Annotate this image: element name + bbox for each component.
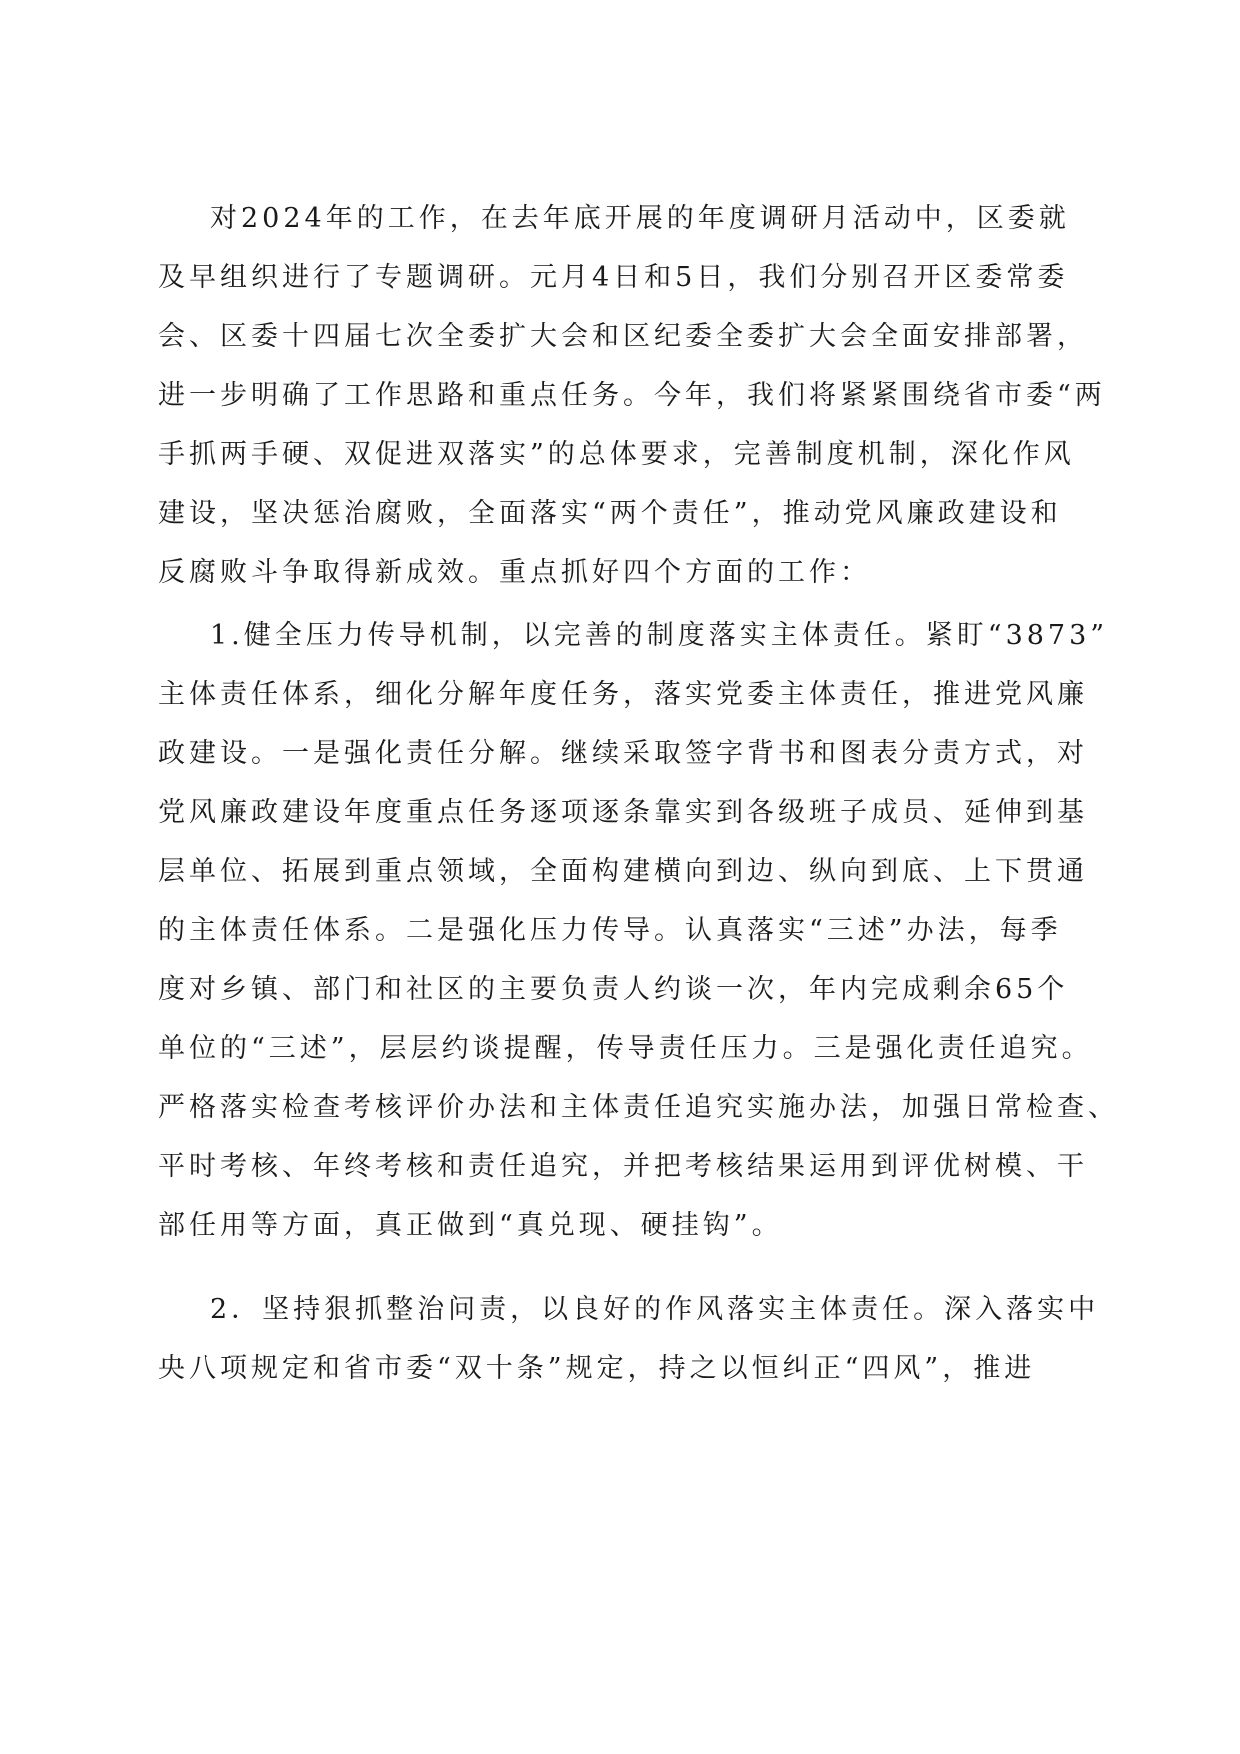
text-line: 反腐败斗争取得新成效。重点抓好四个方面的工作： xyxy=(158,557,871,588)
text-line: 主体责任体系，细化分解年度任务，落实党委主体责任，推进党风廉 xyxy=(158,679,1088,710)
text-line: 对2024年的工作，在去年底开展的年度调研月活动中，区委就 xyxy=(210,203,1070,234)
text-line: 建设，坚决惩治腐败，全面落实“两个责任”，推动党风廉政建设和 xyxy=(158,498,1062,529)
text-line: 部任用等方面，真正做到“真兑现、硬挂钩”。 xyxy=(158,1210,783,1241)
text-line: 党风廉政建设年度重点任务逐项逐条靠实到各级班子成员、延伸到基 xyxy=(158,797,1088,828)
text-line: 会、区委十四届七次全委扩大会和区纪委全委扩大会全面安排部署， xyxy=(158,321,1088,352)
text-line: 及早组织进行了专题调研。元月4日和5日，我们分别召开区委常委 xyxy=(158,262,1069,293)
text-line: 的主体责任体系。二是强化压力传导。认真落实“三述”办法，每季 xyxy=(158,915,1062,946)
paragraph-intro xyxy=(158,189,1106,602)
text-line: 1.健全压力传导机制，以完善的制度落实主体责任。紧盯“3873” xyxy=(210,620,1109,651)
text-line: 严格落实检查考核评价办法和主体责任追究实施办法，加强日常检查、 xyxy=(158,1092,1119,1123)
text-line: 层单位、拓展到重点领域，全面构建横向到边、纵向到底、上下贯通 xyxy=(158,856,1088,887)
text-line: 度对乡镇、部门和社区的主要负责人约谈一次，年内完成剩余65个 xyxy=(158,974,1069,1005)
text-line: 手抓两手硬、双促进双落实”的总体要求，完善制度机制，深化作风 xyxy=(158,439,1075,470)
paragraph-item-1 xyxy=(158,606,1119,1255)
text-line: 平时考核、年终考核和责任追究，并把考核结果运用到评优树模、干 xyxy=(158,1151,1088,1182)
text-line: 单位的“三述”，层层约谈提醒，传导责任压力。三是强化责任追究。 xyxy=(158,1033,1093,1064)
text-line: 2．坚持狠抓整治问责，以良好的作风落实主体责任。深入落实中 xyxy=(210,1294,1100,1325)
text-line: 央八项规定和省市委“双十条”规定，持之以恒纠正“四风”，推进 xyxy=(158,1353,1036,1384)
text-line: 进一步明确了工作思路和重点任务。今年，我们将紧紧围绕省市委“两 xyxy=(158,380,1106,411)
text-line: 政建设。一是强化责任分解。继续采取签字背书和图表分责方式，对 xyxy=(158,738,1088,769)
paragraph-item-2 xyxy=(158,1280,1100,1398)
